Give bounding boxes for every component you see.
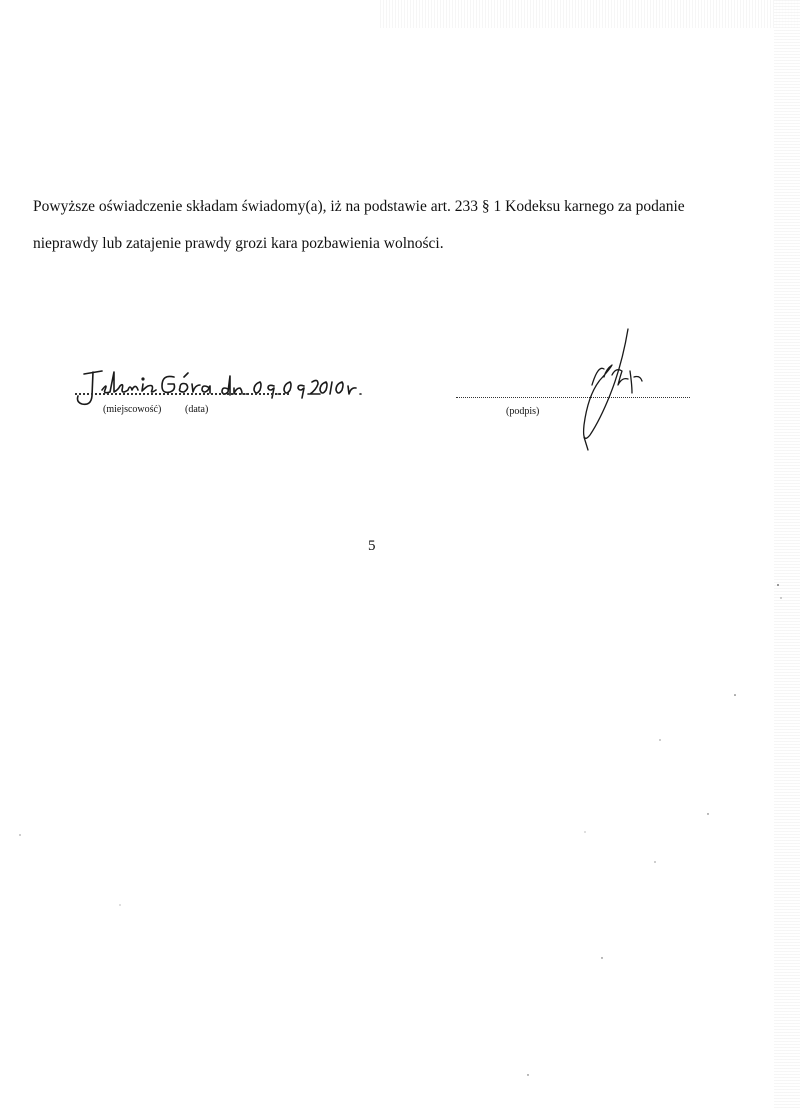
page-number: 5: [368, 538, 376, 554]
statement-line-2: nieprawdy lub zatajenie prawdy grozi kara pozbawienia wolności.: [33, 235, 444, 252]
handwritten-signature: [570, 325, 660, 455]
date-caption: (data): [185, 404, 209, 415]
statement-line-1: Powyższe oświadczenie składam świadomy(a), iż na podstawie art. 233 § 1 Kodeksu karnego za podanie: [33, 198, 685, 215]
place-date-dotted-line: [75, 393, 289, 395]
declaration-statement: [33, 188, 745, 262]
scan-shading-edge: [774, 0, 800, 1108]
signature-caption: (podpis): [506, 406, 540, 417]
scan-shading-top: [380, 0, 800, 28]
place-caption: (miejscowość): [103, 404, 162, 415]
